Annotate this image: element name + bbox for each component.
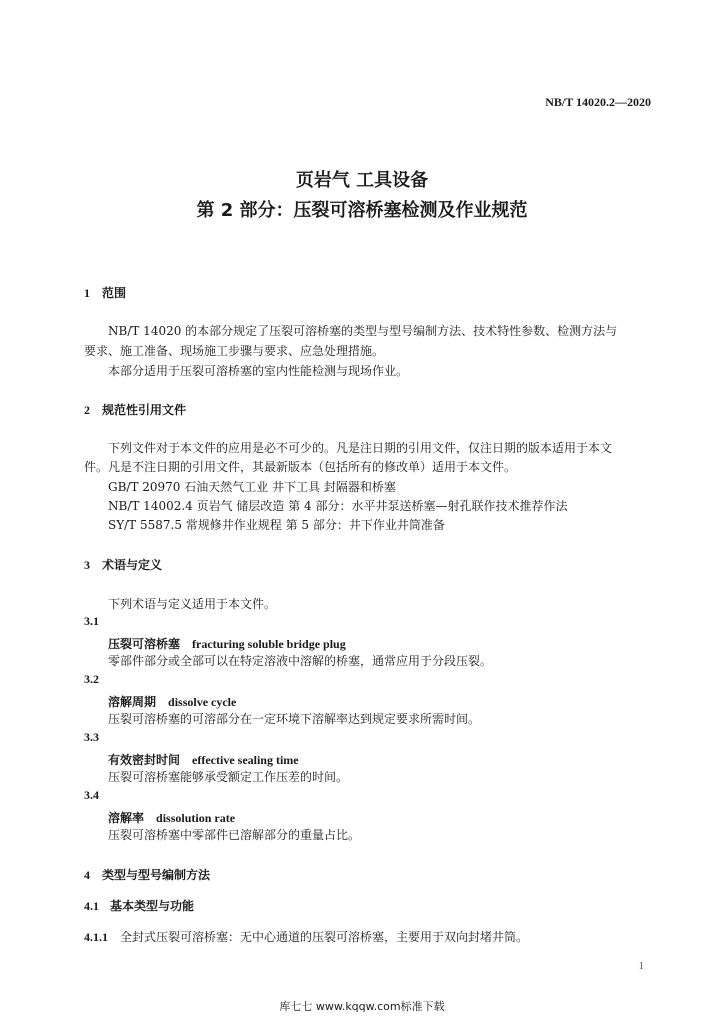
section-title: 术语与定义	[102, 558, 163, 572]
term-number: 3.3	[84, 730, 99, 744]
reference-item: GB/T 20970 石油天然气工业 井下工具 封隔器和桥塞	[108, 480, 396, 494]
section-number: 1	[84, 286, 90, 300]
term-chinese: 压裂可溶桥塞	[108, 637, 181, 651]
page-number: 1	[638, 960, 644, 972]
term-english: dissolution rate	[156, 811, 236, 825]
term-number: 3.2	[84, 672, 99, 686]
section-heading-4	[84, 866, 210, 883]
term-heading	[108, 633, 346, 652]
clause-text: 全封式压裂可溶桥塞：无中心通道的压裂可溶桥塞，主要用于双向封堵井筒。	[120, 930, 529, 944]
section-number: 4	[84, 868, 90, 882]
term-english: dissolve cycle	[168, 695, 237, 709]
section-heading-1	[84, 284, 126, 301]
paragraph: 要求、施工准备、现场施工步骤与要求、应急处理措施。	[84, 344, 385, 358]
reference-item: NB/T 14002.4 页岩气 储层改造 第 4 部分：水平井泵送桥塞—射孔联作技术推荐作法	[108, 499, 568, 513]
section-title: 范围	[102, 286, 127, 300]
term-english: effective sealing time	[192, 753, 299, 767]
section-number: 2	[84, 403, 90, 417]
paragraph: 件。凡是不注日期的引用文件，其最新版本（包括所有的修改单）适用于本文件。	[84, 460, 517, 474]
term-chinese: 有效密封时间	[108, 753, 181, 767]
term-english: fracturing soluble bridge plug	[192, 637, 346, 651]
subsection-number: 4.1	[84, 899, 99, 913]
term-heading	[108, 749, 299, 768]
document-title-line1: 页岩气 工具设备	[295, 170, 429, 191]
term-heading	[108, 691, 236, 710]
paragraph: 下列术语与定义适用于本文件。	[108, 597, 277, 611]
section-heading-2	[84, 401, 186, 418]
paragraph: NB/T 14020 的本部分规定了压裂可溶桥塞的类型与型号编制方法、技术特性参数、检测方法与	[108, 324, 618, 338]
reference-item: SY/T 5587.5 常规修井作业规程 第 5 部分：井下作业井筒准备	[108, 518, 445, 532]
section-title: 类型与型号编制方法	[102, 868, 211, 882]
paragraph: 本部分适用于压裂可溶桥塞的室内性能检测与现场作业。	[108, 364, 409, 378]
term-definition: 零部件部分或全部可以在特定溶液中溶解的桥塞，通常应用于分段压裂。	[108, 654, 493, 668]
section-heading-3	[84, 556, 162, 573]
term-definition: 压裂可溶桥塞中零部件已溶解部分的重量占比。	[108, 828, 361, 842]
document-title-line2: 第 2 部分：压裂可溶桥塞检测及作业规范	[196, 200, 528, 221]
paragraph: 下列文件对于本文件的应用是必不可少的。凡是注日期的引用文件，仅注日期的版本适用于本文	[108, 441, 613, 455]
clause-item	[84, 928, 528, 945]
term-number: 3.1	[84, 614, 99, 628]
clause-number: 4.1.1	[84, 930, 108, 944]
standard-number: NB/T 14020.2—2020	[545, 95, 651, 109]
footer-watermark-text: 库七七 www.kqqw.com标准下载	[279, 1000, 445, 1013]
term-number: 3.4	[84, 788, 99, 802]
section-number: 3	[84, 558, 90, 572]
section-title: 规范性引用文件	[102, 403, 187, 417]
term-definition: 压裂可溶桥塞能够承受额定工作压差的时间。	[108, 770, 349, 784]
term-heading	[108, 807, 235, 826]
term-chinese: 溶解率	[108, 811, 145, 825]
term-chinese: 溶解周期	[108, 695, 157, 709]
subsection-title: 基本类型与功能	[110, 899, 195, 913]
subsection-heading	[84, 897, 194, 914]
term-definition: 压裂可溶桥塞的可溶部分在一定环境下溶解率达到规定要求所需时间。	[108, 712, 481, 726]
